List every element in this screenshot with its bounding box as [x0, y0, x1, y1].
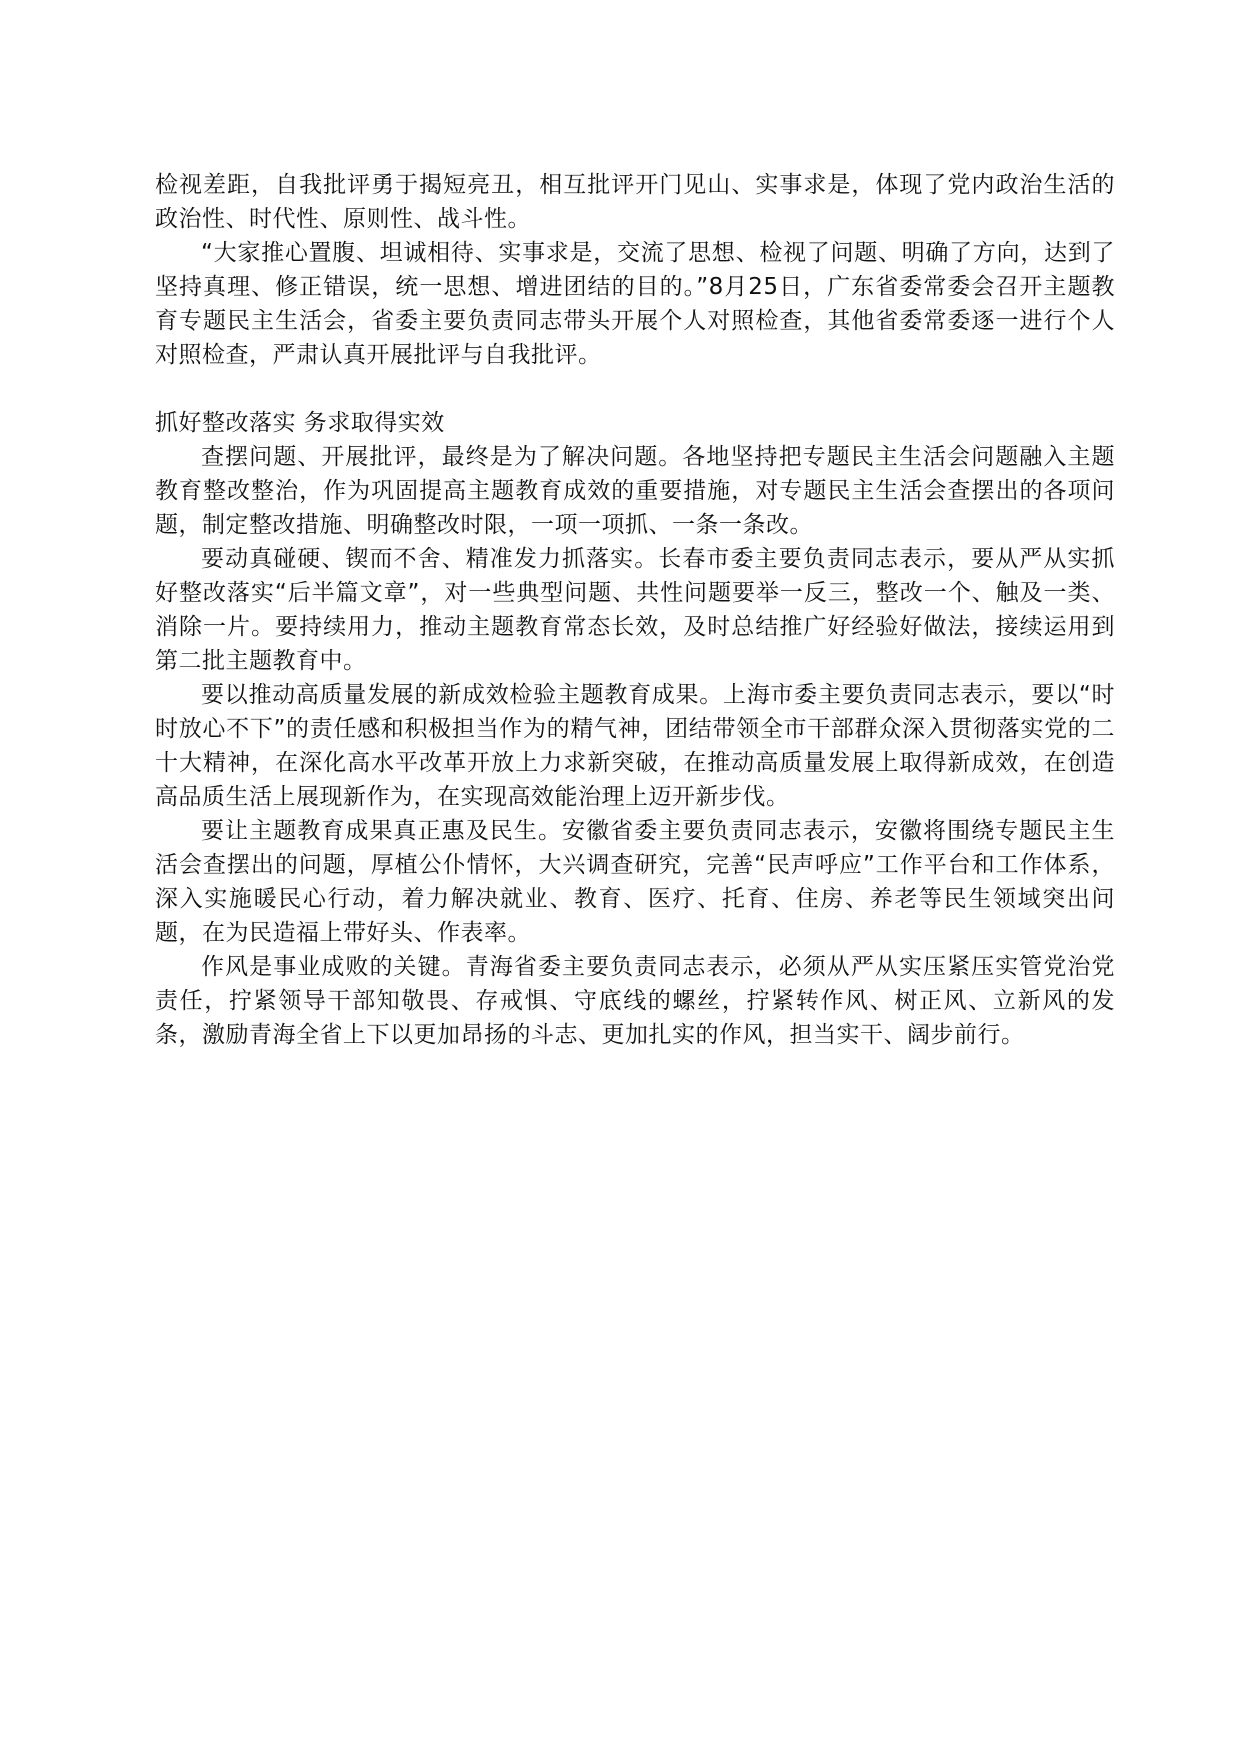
paragraph-continuation: 检视差距，自我批评勇于揭短亮丑，相互批评开门见山、实事求是，体现了党内政治生活的政治性、时代性、原则性、战斗性。 [155, 172, 1115, 232]
section-heading: 抓好整改落实 务求取得实效 [155, 410, 445, 436]
paragraph-qinghai: 作风是事业成败的关键。青海省委主要负责同志表示，必须从严从实压紧压实管党治党责任，拧紧领导干部知敬畏、存戒惧、守底线的螺丝，拧紧转作风、树正风、立新风的发条，激励青海全省上下以更加昂扬的斗志、更加扎实的作风，担当实干、阔步前行。 [155, 954, 1115, 1048]
article-body [155, 168, 1115, 1052]
paragraph-anhui: 要让主题教育成果真正惠及民生。安徽省委主要负责同志表示，安徽将围绕专题民主生活会查摆出的问题，厚植公仆情怀，大兴调查研究，完善“民声呼应”工作平台和工作体系，深入实施暖民心行动，着力解决就业、教育、医疗、托育、住房、养老等民生领域突出问题，在为民造福上带好头、作表率。 [155, 818, 1115, 946]
paragraph-guangdong: “大家推心置腹、坦诚相待、实事求是，交流了思想、检视了问题、明确了方向，达到了坚持真理、修正错误，统一思想、增进团结的目的。”8月25日，广东省委常委会召开主题教育专题民主生活会，省委主要负责同志带头开展个人对照检查，其他省委常委逐一进行个人对照检查，严肃认真开展批评与自我批评。 [155, 240, 1115, 368]
paragraph-shanghai: 要以推动高质量发展的新成效检验主题教育成果。上海市委主要负责同志表示，要以“时时放心不下”的责任感和积极担当作为的精气神，团结带领全市干部群众深入贯彻落实党的二十大精神，在深化高水平改革开放上力求新突破，在推动高质量发展上取得新成效，在创造高品质生活上展现新作为，在实现高效能治理上迈开新步伐。 [155, 682, 1115, 810]
paragraph-changchun: 要动真碰硬、锲而不舍、精准发力抓落实。长春市委主要负责同志表示，要从严从实抓好整改落实“后半篇文章”，对一些典型问题、共性问题要举一反三，整改一个、触及一类、消除一片。要持续用力，推动主题教育常态长效，及时总结推广好经验好做法，接续运用到第二批主题教育中。 [155, 546, 1115, 674]
paragraph-rectification: 查摆问题、开展批评，最终是为了解决问题。各地坚持把专题民主生活会问题融入主题教育整改整治，作为巩固提高主题教育成效的重要措施，对专题民主生活会查摆出的各项问题，制定整改措施、明确整改时限，一项一项抓、一条一条改。 [155, 444, 1115, 538]
